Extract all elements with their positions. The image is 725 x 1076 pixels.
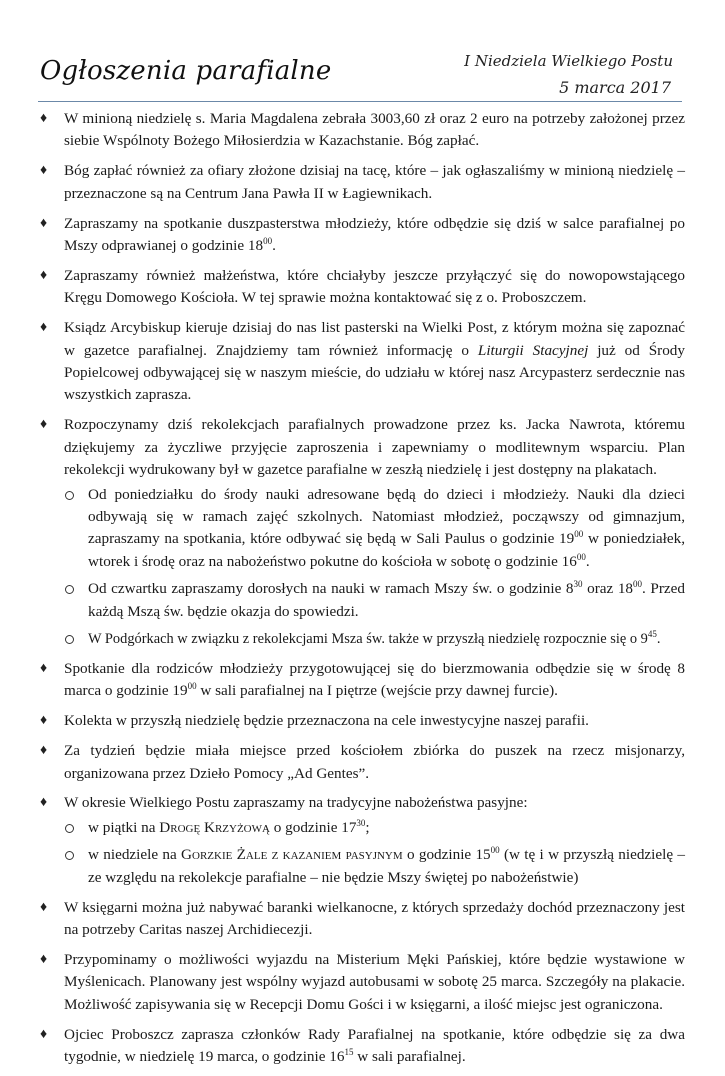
sub-item: w niedziele na Gorzkie Żale z kazaniem pasyjnym o godzinie $15^{00}$ (w tę i w przyszłą niedzielę – ze względu na rekolekcje parafialne – nie będzie Mszy świętej po nabożeństwie): [64, 844, 685, 889]
diamond-bullet-icon: ♦: [40, 713, 48, 729]
announcement-text: W okresie Wielkiego Postu zapraszamy na tradycyjne nabożeństwa pasyjne:: [64, 794, 528, 812]
sub-item: W Podgórkach w związku z rekolekcjami Msza św. także w przyszłą niedzielę rozpocznie się o $9^{45}$.: [64, 628, 685, 650]
sub-item: Od poniedziałku do środy nauki adresowane będą do dzieci i młodzieży. Nauki dla dzieci odbywają się w ramach zajęć szkolnych. Natomiast młodzież, począwszy od gimnazjum, zapraszamy na spotkania, które odbywać się będą w Sali Paulus o godzinie $19^{00}$ w poniedziałek, wtorek i środę oraz na nabożeństwo pokutne do kościoła w sobotę o godzinie $16^{00}$.: [64, 484, 685, 574]
announcement-text: Przypominamy o możliwości wyjazdu na Misterium Męki Pańskiej, które będzie wystawione w Myślenicach. Planowany jest wspólny wyjazd autobusami w sobotę 25 marca. Szczegóły na plakacie. Możliwość zapisywania się w Recepcji Domu Gości i w księgarni, a ilość miejsc jest ograniczona.: [64, 950, 685, 1013]
announcement-item: ♦ Spotkanie dla rodziców młodzieży przygotowującej się do bierzmowania odbędzie się w środę 8 marca o godzinie $19^{00}$ w sali parafialnej na I piętrze (wejście przy dawnej furcie).: [40, 659, 685, 700]
announcement-text: Rozpoczynamy dziś rekolekcjach parafialnych prowadzone przez ks. Jacka Nawrota, któremu dziękujemy za życzliwe przyjęcie zaproszenia i zapewniamy o modlitewnym wsparciu. Plan rekolekcji wydrukowany był w gazetce parafialne w zeszłą niedzielę i jest dostępny na plakatach.: [64, 416, 685, 479]
announcement-item: [40, 265, 685, 310]
announcement-text: W minioną niedzielę s. Maria Magdalena zebrała 3003,60 zł oraz 2 euro na potrzeby założonej przez siebie Wspólnoty Bożego Miłosierdzia w Kazachstanie. Bóg zapłać.: [64, 110, 685, 150]
announcement-item: [40, 897, 685, 942]
diamond-bullet-icon: ♦: [40, 660, 48, 676]
retreat-schedule-list: [64, 484, 685, 651]
announcement-text-end: .: [272, 237, 276, 255]
diamond-bullet-icon: ♦: [40, 1026, 48, 1042]
page-title: Ogłoszenia parafialne: [40, 56, 332, 86]
announcement-text: W księgarni można już nabywać baranki wielkanocne, z których sprzedaży dochód przeznaczony jest na potrzeby Caritas naszej Archidiecezji.: [64, 898, 685, 938]
diamond-bullet-icon: ♦: [40, 215, 48, 231]
announcement-text: Bóg zapłać również za ofiary złożone dzisiaj na tacę, które – jak ogłaszaliśmy w minioną niedzielę – przeznaczone są na Centrum Jana Pawła II w Łagiewnikach.: [64, 162, 685, 202]
announcement-item: [40, 792, 685, 889]
diamond-bullet-icon: ♦: [40, 111, 48, 126]
diamond-bullet-icon: ♦: [40, 163, 48, 179]
announcement-list: [40, 108, 685, 1068]
announcement-text-end: już od Środy Popielcowej odbywającej się w naszym mieście, do udziału w której nasz Arcypasterz serdecznie nas wszystkich zaprasza.: [64, 341, 685, 404]
announcement-item: [40, 317, 685, 407]
announcement-item: [40, 213, 685, 258]
announcement-text: Ksiądz Arcybiskup kieruje dzisiaj do nas list pasterski na Wielki Post, z którym można się zapoznać w gazetce parafialnej. Znajdziemy tam również informację o: [64, 319, 685, 359]
diamond-bullet-icon: ♦: [40, 795, 48, 811]
sub-item: w piątki na Drogę Krzyżową o godzinie $17^{30}$;: [64, 817, 685, 839]
announcement-text: Za tydzień będzie miała miejsce przed kościołem zbiórka do puszek na rzecz misjonarzy, organizowana przez Dzieło Pomocy „Ad Gentes”.: [64, 742, 685, 782]
devotions-list: [64, 817, 685, 889]
announcement-item: [40, 108, 685, 153]
diamond-bullet-icon: ♦: [40, 320, 48, 336]
diamond-bullet-icon: ♦: [40, 267, 48, 283]
diamond-bullet-icon: ♦: [40, 899, 48, 915]
circle-bullet-icon: [65, 635, 74, 644]
announcement-item: [40, 414, 685, 650]
circle-bullet-icon: [65, 824, 74, 833]
circle-bullet-icon: [65, 585, 74, 594]
circle-bullet-icon: [65, 851, 74, 860]
time-superscript: 00: [263, 236, 273, 247]
sub-item: Od czwartku zapraszamy dorosłych na nauki w ramach Mszy św. o godzinie $8^{30}$ oraz $18^{00}$. Przed każdą Mszą św. będzie okazja do spowiedzi.: [64, 578, 685, 623]
announcements-body: [40, 108, 685, 1076]
date-label: 5 marca 2017: [559, 78, 671, 97]
announcement-item: ♦ Ojciec Proboszcz zaprasza członków Rady Parafialnej na spotkanie, które odbędzie się za dwa tygodnie, w niedzielę 19 marca, o godzinie $16^{15}$ w sali parafialnej.: [40, 1025, 685, 1066]
announcement-item: [40, 740, 685, 785]
diamond-bullet-icon: ♦: [40, 951, 48, 967]
announcement-text: Zapraszamy na spotkanie duszpasterstwa młodzieży, które odbędzie się dziś w salce parafialnej po Mszy odprawianej o godzinie 18: [64, 214, 685, 255]
diamond-bullet-icon: ♦: [40, 743, 48, 759]
page-header: [0, 0, 725, 110]
header-divider: [38, 101, 682, 102]
occasion-label: I Niedziela Wielkiego Postu: [464, 52, 673, 70]
announcement-item: [40, 160, 685, 205]
diamond-bullet-icon: ♦: [40, 417, 48, 433]
circle-bullet-icon: [65, 491, 74, 500]
announcement-text: Kolekta w przyszłą niedzielę będzie przeznaczona na cele inwestycyjne naszej parafii.: [64, 712, 589, 730]
announcement-text: Zapraszamy również małżeństwa, które chciałyby jeszcze przyłączyć się do nowopowstającego Kręgu Domowego Kościoła. W tej sprawie można kontaktować się z o. Proboszczem.: [64, 266, 685, 307]
liturgy-title: Liturgii Stacyjnej: [477, 341, 589, 359]
announcement-item: [40, 949, 685, 1016]
announcement-item: [40, 710, 685, 732]
